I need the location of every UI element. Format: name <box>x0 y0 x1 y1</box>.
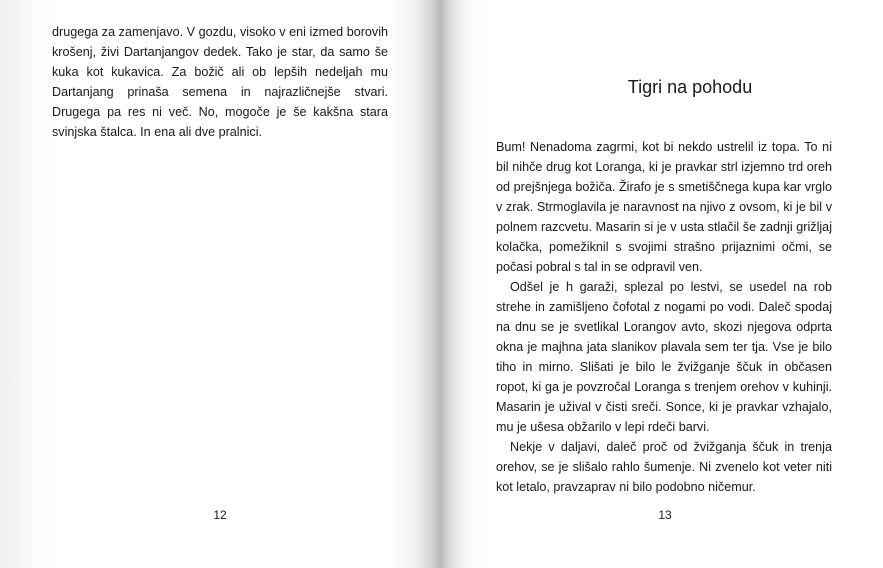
paragraph: Nekje v daljavi, daleč proč od žvižganja ščuk in trenja orehov, se je slišalo rahlo šumenje. Ni zvenelo kot veter niti kot letalo, pravzaprav ni bilo podobno ničemur. <box>496 440 832 494</box>
left-page-body <box>52 22 388 142</box>
right-page <box>441 0 883 568</box>
page-number-right: 13 <box>658 508 672 522</box>
chapter-title: Tigri na pohodu <box>627 77 753 97</box>
paragraph: drugega za zamenjavo. V gozdu, visoko v eni izmed borovih krošenj, živi Dartanjangov dedek. Tako je star, da samo še kuka kot kukavica. Za božič ali ob lepših nedeljah mu Dartanjang prinaša semena in najrazličnejše stvari. Drugega pa res ni več. No, mogoče je še kakšna stara svinjska štalca. In ena ali dve pralnici. <box>52 25 388 139</box>
right-page-body <box>496 137 832 497</box>
left-page <box>0 0 441 568</box>
page-number-left: 12 <box>213 508 227 522</box>
paragraph: Odšel je h garaži, splezal po lestvi, se usedel na rob strehe in zamišljeno čofotal z nogami po vodi. Daleč spodaj na dnu se je svetlikal Lorangov avto, skozi njegova odprta okna je majhna jata slanikov plavala sem ter tja. Vse je bilo tiho in mirno. Slišati je bilo le žvižganje ščuk in občasen ropot, ki ga je povzročal Loranga s trenjem orehov v kuhinji. Masarin je užival v čisti sreči. Sonce, ki je pravkar vzhajalo, mu je ušesa obžarilo v lepi rdeči barvi. <box>496 280 832 434</box>
paragraph: Bum! Nenadoma zagrmi, kot bi nekdo ustrelil iz topa. To ni bil nihče drug kot Loranga, ki je pravkar strl izjemno trd oreh od prejšnjega božiča. Žirafo je s smetiščnega kupa kar vrglo v zrak. Strmoglavila je naravnost na njivo z ovsom, ki je bil v polnem razcvetu. Masarin si je v usta stlačil še zadnji grižljaj kolačka, pomežiknil s svojimi strašno prijaznimi očmi, se počasi pobral s tal in se odpravil ven. <box>496 140 832 274</box>
